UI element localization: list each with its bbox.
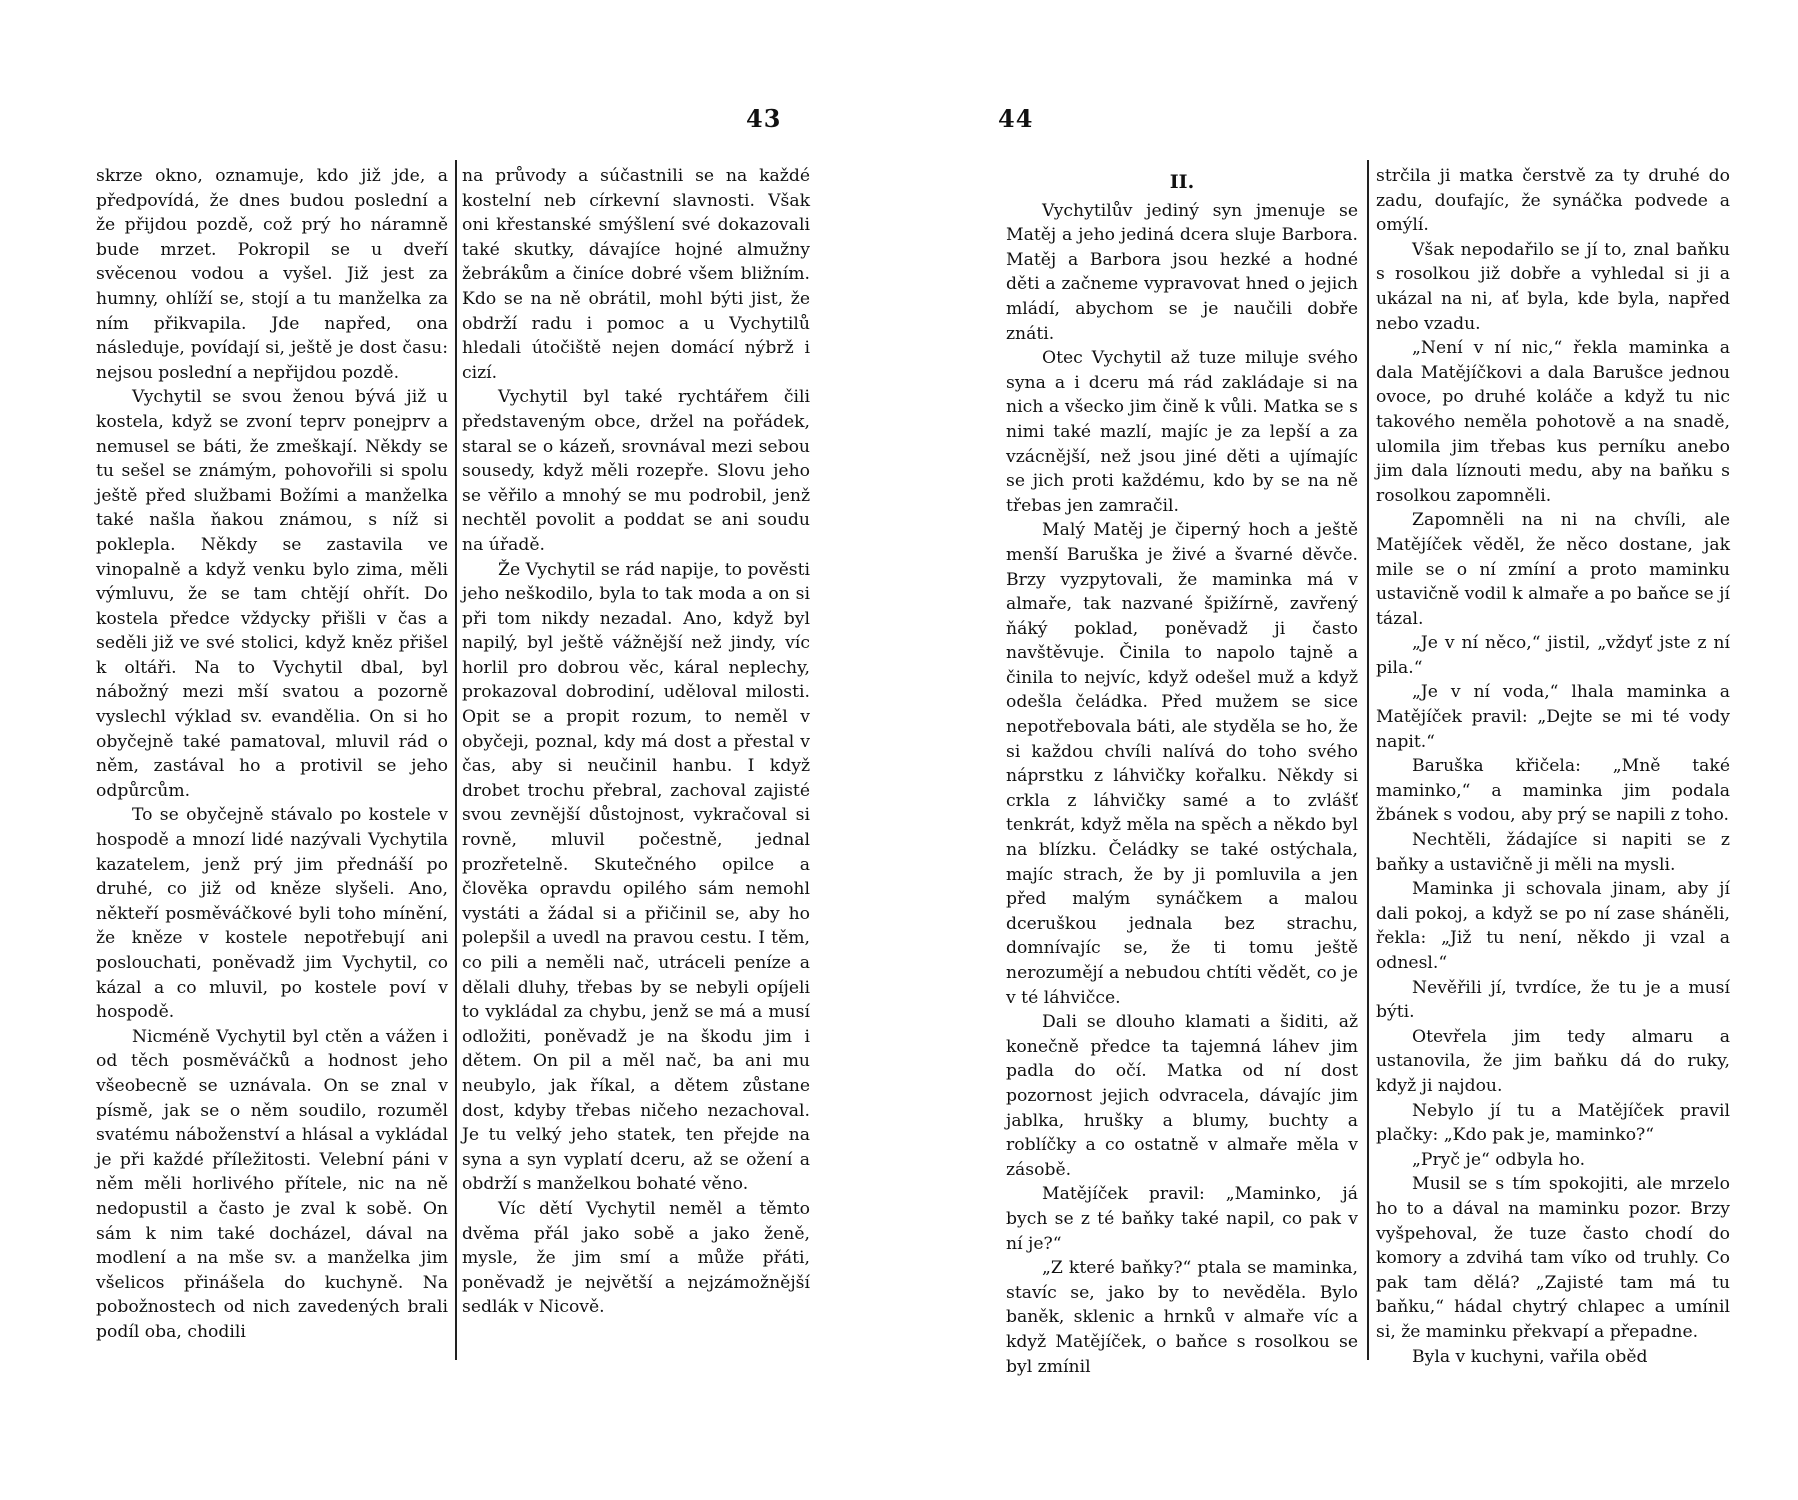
paragraph: To se obyčejně stávalo po kostele v hospodě a mnozí lidé nazývali Vychytila kazatelem, jenž prý jim přednáší po druhé, co již od kněze slyšeli. Ano, někteří posměváčkové byli toho mínění, že kněze v kostele nepotřebují ani poslouchati, poněvadž jim Vychytil, co kázal a co mluvil, po kostele poví v hospodě.	[96, 805, 448, 1023]
column-divider-left-page	[455, 160, 457, 1360]
paragraph: Že Vychytil se rád napije, to pověsti jeho neškodilo, byla to tak moda a on si při tom nikdy nezadal. Ano, když byl napilý, byl ještě vážnější než jindy, víc horlil pro dobrou věc, káral neplechy, prokazoval dobrodiní, uděloval milosti. Opit se a propit rozum, to neměl v obyčeji, poznal, kdy má dost a přestal v čas, aby si neučinil hanbu. I když drobet trochu přebral, zachoval zajisté svou zevnější důstojnost, vykračoval si rovně, mluvil počestně, jednal prozřetelně. Skutečného opilce a člověka opravdu opilého sám nemohl vystáti a žádal si a přičinil se, aby ho polepšil a uvedl na pravou cestu. I těm, co pili a neměli nač, utráceli peníze a dělali dluhy, třebas by se nebyli opíjeli to vykládal za chybu, jenž se má a musí odložiti, poněvadž je na škodu jim i dětem. On pil a měl nač, ba ani mu neubylo, jak říkal, a dětem zůstane dost, kdyby třebas ničeho nezachoval. Je tu velký jeho statek, ten přejde na syna a syn vyplatí dceru, až se ožení a obdrží s manželkou bohaté věno.	[462, 559, 810, 1195]
paragraph: „Je v ní něco,“ jistil, „vždyť jste z ní pila.“	[1376, 633, 1730, 678]
paragraph: Zapomněli na ni na chvíli, ale Matějíček věděl, že něco dostane, jak mile se o ní zmíní a proto maminku ustavičně vodil k almaře a po baňce se jí tázal.	[1376, 510, 1730, 629]
page-number-left: 43	[746, 104, 782, 133]
paragraph: Vychytil se svou ženou bývá již u kostela, když se zvoní teprv ponejprv a nemusel se báti, že zmeškají. Někdy se tu sešel se známým, pohovořili si spolu ještě před službami Božími a manželka také našla ňakou známou, s níž si poklepla. Někdy se zastavila ve vinopalně a když venku bylo zima, měli výmluvu, že se tam chtějí ohřít. Do kostela předce vždycky přišli v čas a seděli již ve své stolici, když kněz přišel k oltáři. Na to Vychytil dbal, byl nábožný mezi mší svatou a pozorně vyslechl výklad sv. evandělia. On si ho obyčejně také pamatoval, mluvil rád o něm, zastával ho a protivil se jeho odpůrcům.	[96, 387, 448, 801]
paragraph: Maminka ji schovala jinam, aby jí dali pokoj, a když se po ní zase sháněli, řekla: „Již tu není, někdo ji vzal a odnesl.“	[1376, 879, 1730, 973]
paragraph: Matějíček pravil: „Maminko, já bych se z té baňky také napil, co pak v ní je?“	[1006, 1184, 1358, 1254]
paragraph: strčila ji matka čerstvě za ty druhé do zadu, doufajíc, že synáčka podvede a omýlí.	[1376, 166, 1730, 236]
paragraph: Nechtěli, žádajíce si napiti se z baňky a ustavičně ji měli na mysli.	[1376, 830, 1730, 875]
paragraph: skrze okno, oznamuje, kdo již jde, a předpovídá, že dnes budou poslední a že přijdou pozdě, což prý ho náramně bude mrzet. Pokropil se u dveří svěcenou vodou a vyšel. Již jest za humny, ohlíží se, stojí a tu manželka za ním přikvapila. Jde napřed, ona následuje, povídají si, ještě je dost času: nejsou poslední a nepřijdou pozdě.	[96, 166, 448, 383]
paragraph: Vychytil byl také rychtářem čili představeným obce, držel na pořádek, staral se o kázeň, srovnával mezi sebou sousedy, když měli rozepře. Slovu jeho se věřilo a mnohý se mu podrobil, jenž nechtěl povolit a poddat se ani soudu na úřadě.	[462, 387, 810, 555]
paragraph: Nevěřili jí, tvrdíce, že tu je a musí býti.	[1376, 977, 1730, 1023]
paragraph: Musil se s tím spokojiti, ale mrzelo ho to a dával na maminku pozor. Brzy vyšpehoval, že tuze často chodí do komory a zdvihá tam víko od truhly. Co pak tam dělá? „Zajisté tam má tu baňku,“ hádal chytrý chlapec a umínil si, že maminku překvapí a přepadne.	[1376, 1174, 1730, 1342]
paragraph: Dali se dlouho klamati a šiditi, až konečně předce ta tajemná láhev jim padla do očí. Matka od ní dost pozornost jejich odvracela, dávajíc jim jablka, hrušky a blumy, buchty a roblíčky a co ostatně v almaře měla v zásobě.	[1006, 1012, 1358, 1180]
paragraph: Víc dětí Vychytil neměl a těmto dvěma přál jako sobě a jako ženě, mysle, že jim smí a může přáti, poněvadž je největší a nejzámožnější sedlák v Nicově.	[462, 1198, 810, 1318]
paragraph: Však nepodařilo se jí to, znal baňku s rosolkou již dobře a vyhledal si ji a ukázal na ni, ať byla, kde byla, napřed nebo vzadu.	[1376, 239, 1730, 334]
paragraph: Byla v kuchyni, vařila oběd	[1412, 1346, 1648, 1367]
paragraph: „Není v ní nic,“ řekla maminka a dala Matějíčkovi a dala Barušce jednou ovoce, po druhé koláče a když tu nic takového neměla pohotově a na snadě, ulomila jim třebas kus perníku anebo jim dala líznouti medu, aby na baňku s rosolkou zapomněli.	[1376, 338, 1730, 506]
left-page-column-2	[462, 164, 810, 1320]
paragraph: Nicméně Vychytil byl ctěn a vážen i od těch posměváčků a hodnost jeho všeobecně se uznávala. On se znal v písmě, jak se o něm soudilo, rozuměl svatému náboženství a hlásal a vykládal je při každé příležitosti. Velební páni v něm měli horlivého přítele, nic na ně nedopustil a často je zval k sobě. On sám k nim také docházel, dával na modlení a na mše sv. a manželka jim všelicos přinášela do kuchyně. Na pobožnostech od nich zavedených brali podíl oba, chodili	[96, 1026, 448, 1342]
left-page-column-1	[96, 164, 448, 1345]
paragraph: Otec Vychytil až tuze miluje svého syna a i dceru má rád zakládaje si na nich a všecko jim čině k vůli. Matka se s nimi také mazlí, majíc je za lepší a za vzácnější, než jsou jiné děti a ujímajíc se jich proti každému, kdo by se na ně třebas jen zamračil.	[1006, 348, 1358, 516]
paragraph: „Je v ní voda,“ lhala maminka a Matějíček pravil: „Dejte se mi té vody napit.“	[1376, 682, 1730, 752]
paragraph: „Pryč je“ odbyla ho.	[1412, 1149, 1586, 1170]
column-divider-right-page	[1367, 160, 1369, 1360]
paragraph: „Z které baňky?“ ptala se maminka, stavíc se, jako by to nevěděla. Bylo baněk, sklenic a hrnků v almaře víc a když Matějíček, o baňce s rosolkou se byl zmínil	[1006, 1258, 1358, 1377]
chapter-heading: II.	[1169, 171, 1195, 193]
right-page-column-2	[1376, 164, 1730, 1369]
paragraph: na průvody a súčastnili se na každé kostelní neb církevní slavnosti. Však oni křestanské smýšlení své dokazovali také skutky, dávajíce hojné almužny žebrákům a činíce dobré všem bližním. Kdo se na ně obrátil, mohl býti jist, že obdrží radu i pomoc a u Vychytilů hledali útočiště nejen domácí nýbrž i cizí.	[462, 166, 810, 383]
page-number-right: 44	[998, 104, 1034, 133]
paragraph: Otevřela jim tedy almaru a ustanovila, že jim baňku dá do ruky, když ji najdou.	[1376, 1026, 1730, 1096]
right-page-column-1	[1006, 164, 1358, 1379]
paragraph: Vychytilův jediný syn jmenuje se Matěj a jeho jediná dcera sluje Barbora. Matěj a Barbora jsou hezké a hodné děti a začneme vypravovat hned o jejich mládí, abychom se je naučili dobře znáti.	[1006, 200, 1358, 344]
paragraph: Baruška křičela: „Mně také maminko,“ a maminka jim podala žbánek s vodou, aby prý se napili z toho.	[1376, 756, 1730, 826]
paragraph: Malý Matěj je čiperný hoch a ještě menší Baruška je živé a švarné děvče. Brzy vyzpytovali, že maminka má v almaře, tak nazvané špižírně, zavřený ňáký poklad, poněvadž ji často navštěvuje. Činila to napolo tajně a činila to nejvíc, když odešel muž a když odešla čeládka. Před mužem se sice nepotřebovala báti, ale styděla se ho, že si každou chvíli nalívá do toho svého náprstku z láhvičky kořalku. Někdy si crkla z láhvičky samé a to zvlášť tenkrát, když měla na spěch a někdo byl na blízku. Čeládky se také ostýchala, majíc strach, že by ji pomluvila a jen před malým synáčkem a malou dceruškou jednala bez strachu, domnívajíc se, že ti tomu ještě nerozumějí a nebudou chtíti vědět, co je v té láhvičce.	[1006, 520, 1358, 1008]
paragraph: Nebylo jí tu a Matějíček pravil plačky: „Kdo pak je, maminko?“	[1376, 1100, 1730, 1146]
right-page	[900, 0, 1798, 1500]
